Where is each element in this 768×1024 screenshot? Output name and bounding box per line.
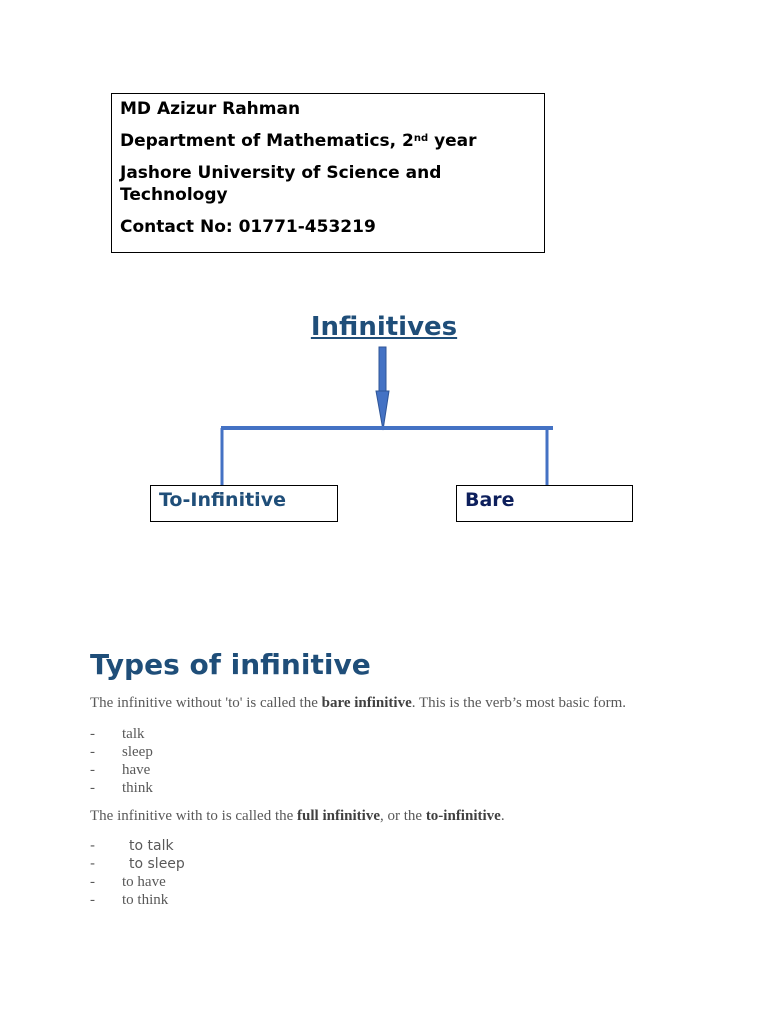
diagram-root-title: Infinitives [310,312,458,342]
ordinal-suffix: nd [413,133,429,144]
down-arrow-head [376,391,389,430]
list-item: - talk [90,726,145,742]
list-item: - to sleep [90,856,185,872]
list-item: - to have [90,874,166,890]
bare-node: Bare [456,485,633,522]
university-name: Jashore University of Science and Technology [120,163,442,205]
list-item: - to think [90,892,169,908]
bare-infinitive-list [90,725,153,797]
list-item: - to talk [90,838,174,854]
section-heading: Types of infinitive [90,648,371,681]
paragraph-bare-infinitive: The infinitive without 'to' is called the bare infinitive. This is the verb’s most basic form. [90,695,627,711]
department-line: Department of Mathematics, 2nd year [120,131,477,151]
list-item: - think [90,780,153,796]
contact-number: Contact No: 01771-453219 [120,217,376,237]
paragraph-full-infinitive: The infinitive with to is called the full infinitive, or the to-infinitive. [90,808,505,824]
to-infinitive-node: To-Infinitive [150,485,338,522]
to-infinitive-list [90,837,185,909]
down-arrow-shaft [379,347,386,392]
list-item: - have [90,762,151,778]
author-name: MD Azizur Rahman [120,99,301,119]
list-item: - sleep [90,744,153,760]
